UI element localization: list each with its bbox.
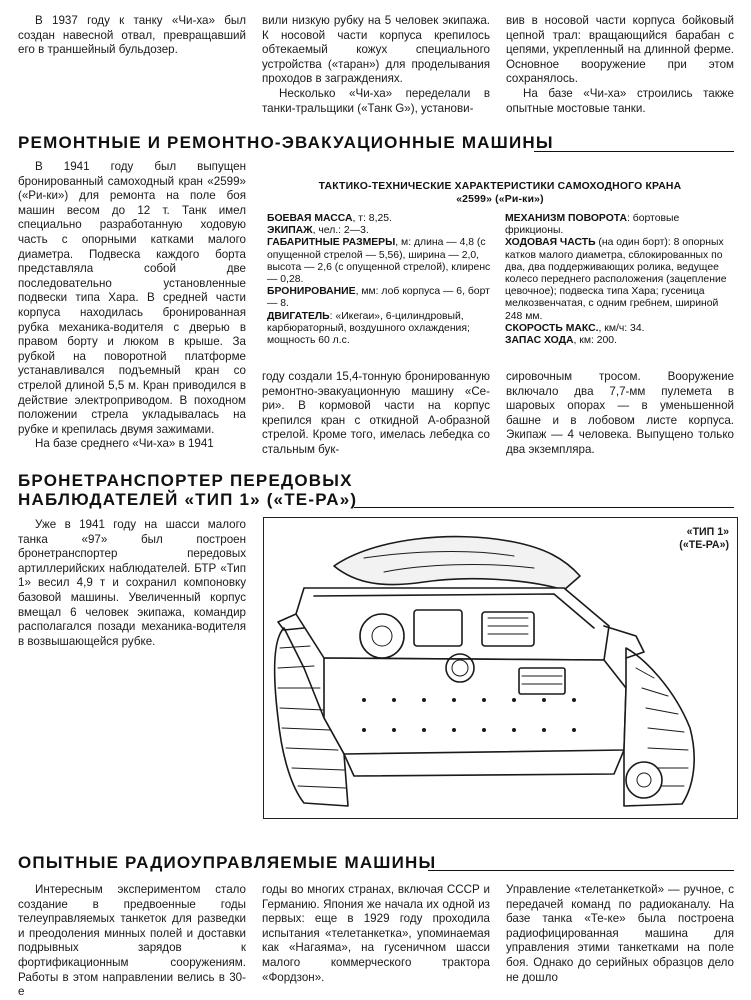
heading-line: НАБЛЮДАТЕЛЕЙ «ТИП 1» («ТЕ-РА») bbox=[18, 490, 358, 509]
spec-title bbox=[267, 181, 733, 206]
figure-caption-line: «ТИП 1» bbox=[686, 526, 729, 538]
top-column-3 bbox=[506, 14, 734, 116]
spec-value: : бортовые фрикционы. bbox=[505, 213, 680, 237]
radio-column-2 bbox=[262, 883, 490, 985]
paragraph: Несколько «Чи-ха» переделали в танки-тральщики («Танк G»), установи- bbox=[262, 86, 490, 115]
spec-title-line: «2599» («Ри-ки») bbox=[456, 193, 544, 205]
radio-column-3 bbox=[506, 883, 734, 985]
spec-item bbox=[505, 237, 733, 322]
spec-item bbox=[505, 335, 733, 347]
spec-value: (на один борт): 8 опорных катков малого диаметра, сблокированных по два, два поддерживающих ролика, ведущее колесо переднего расположения (зацепление цевочное); подвеска типа Хара; гусеница мелкозвенчатая, с одним гребнем, шириной 248 мм. bbox=[505, 237, 727, 322]
spec-label: СКОРОСТЬ МАКС. bbox=[505, 322, 599, 334]
spec-item bbox=[267, 311, 495, 348]
paragraph: В 1941 году был выпущен бронированный самоходный кран «2599» («Ри-ки») для ремонта на поле боя машин весом до 12 т. Танк имел специально разработанную ходовую часть с опорными катками малого диаметра. Подвеска каждого борта представляла собой две последовательно установленные подвески типа Хара. В средней части корпуса находилась бронированная рубка механика-водителя с дверью в правом борту и люком в крыше. За рубкой на поворотной платформе устанавливался подъемный кран со стрелой длиной 5,5 м. Кран приводился в действие электроприводом. В походном положении стрела укладывалась на рубке и крепилась двумя зажимами. bbox=[18, 160, 246, 436]
vehicle-illustration bbox=[263, 517, 738, 819]
spec-value: , км/ч: 34. bbox=[598, 322, 645, 334]
spec-item bbox=[505, 323, 733, 335]
radio-column-1 bbox=[18, 883, 246, 1000]
spec-item bbox=[267, 213, 495, 225]
spec-value: , мм: лоб корпуса — 6, борт — 8. bbox=[267, 286, 490, 310]
paragraph: Уже в 1941 году на шасси малого танка «97» был построен бронетранспортер передовых артиллерийских наблюдателей. БТР «Тип 1» весил 4,9 т и сохранил компоновку базовой машины. Увеличенный корпус вмещал 6 человек экипажа, командир располагался позади механика-водителя в возвышающейся рубке. bbox=[18, 518, 246, 648]
spec-label: БРОНИРОВАНИЕ bbox=[267, 286, 356, 298]
spec-item bbox=[267, 225, 495, 237]
spec-label: ГАБАРИТНЫЕ РАЗМЕРЫ bbox=[267, 237, 396, 249]
repair-column-3 bbox=[506, 370, 734, 458]
heading-rule bbox=[534, 151, 734, 152]
figure-caption bbox=[679, 526, 729, 552]
paragraph: Интересным экспериментом стало создание в предвоенные годы телеуправляемых танкеток для разведки и преодоления минных полей и доставки подрывных зарядов к фортификационным сооружениям. Работы в этом направлении велись в 30-е bbox=[18, 883, 246, 999]
spec-label: ХОДОВАЯ ЧАСТЬ bbox=[505, 237, 596, 249]
repair-column-2 bbox=[262, 370, 490, 458]
section-heading-carrier bbox=[18, 471, 357, 509]
spec-left-column bbox=[267, 213, 495, 347]
heading-line: БРОНЕТРАНСПОРТЕР ПЕРЕДОВЫХ bbox=[18, 471, 353, 490]
paragraph: году создали 15,4-тонную бронированную ремонтно-эвакуационную машину «Се-ри». В кормовой части на корпус крепился кран с откидной А-образной стрелой. Кроме того, имелась лебедка со стальным бук- bbox=[262, 370, 490, 456]
spec-item bbox=[267, 237, 495, 286]
paragraph: вив в носовой части корпуса бойковый цепной трал: вращающийся барабан с цепями, укрепленный на длинной ферме. Основное вооружение при этом сохранялось. bbox=[506, 14, 734, 86]
spec-item bbox=[267, 286, 495, 310]
spec-box bbox=[267, 181, 733, 351]
section-heading-repair: РЕМОНТНЫЕ И РЕМОНТНО-ЭВАКУАЦИОННЫЕ МАШИНЫ bbox=[18, 133, 554, 152]
carrier-column-1 bbox=[18, 518, 246, 649]
repair-column-1 bbox=[18, 160, 246, 452]
spec-value: : «Икегаи», 6-цилиндровый, карбюраторный, воздушного охлаждения; мощность 60 л.с. bbox=[267, 310, 470, 347]
paragraph: На базе «Чи-ха» строились также опытные мостовые танки. bbox=[506, 86, 734, 115]
figure-caption-line: («ТЕ-РА») bbox=[679, 539, 729, 551]
heading-rule bbox=[428, 870, 734, 871]
top-column-1 bbox=[18, 14, 246, 58]
spec-title-line: ТАКТИКО-ТЕХНИЧЕСКИЕ ХАРАКТЕРИСТИКИ САМОХОДНОГО КРАНА bbox=[318, 181, 682, 192]
spec-label: ЭКИПАЖ bbox=[267, 225, 313, 237]
spec-label: ДВИГАТЕЛЬ bbox=[267, 310, 330, 322]
spec-value: , т: 8,25. bbox=[352, 213, 392, 224]
spec-item bbox=[505, 213, 733, 237]
spec-right-column bbox=[505, 213, 733, 347]
paragraph: Управление «телетанкеткой» — ручное, с передачей команд по радиоканалу. На базе танка «Те-ке» была построена радиофицированная машина для управления этими танкетками на поле боя. Однако до серийных образцов дело не дошло bbox=[506, 883, 734, 984]
top-column-2 bbox=[262, 14, 490, 116]
paragraph: В 1937 году к танку «Чи-ха» был создан навесной отвал, превращавший его в траншейный бульдозер. bbox=[18, 14, 246, 57]
section-heading-radio: ОПЫТНЫЕ РАДИОУПРАВЛЯЕМЫЕ МАШИНЫ bbox=[18, 853, 437, 872]
spec-value: , чел.: 2—3. bbox=[312, 225, 369, 237]
spec-value: , м: длина — 4,8 (с опущенной стрелой — 5,56), ширина — 2,0, высота — 2,6 (с опущенной стрелой), клиренс — 0,28. bbox=[267, 237, 491, 286]
heading-rule bbox=[354, 507, 734, 508]
paragraph: вили низкую рубку на 5 человек экипажа. К носовой части корпуса крепилось обтекаемый кожух специального устройства («таран») для проделывания проходов в заграждениях. bbox=[262, 14, 490, 86]
spec-label: БОЕВАЯ МАССА bbox=[267, 213, 353, 224]
spec-value: , км: 200. bbox=[573, 335, 617, 347]
paragraph: На базе среднего «Чи-ха» в 1941 bbox=[35, 437, 214, 451]
spec-label: ЗАПАС ХОДА bbox=[505, 335, 574, 347]
armored-carrier-drawing bbox=[264, 518, 737, 818]
paragraph: годы во многих странах, включая СССР и Германию. Япония же начала их одной из первых: еще в 1929 году проходила испытания «телетанкетка», упоминаемая как «Нагаяма», на гусеничном шасси малого коммерческого трактора «Фордзон». bbox=[262, 883, 490, 984]
paragraph: сировочным тросом. Вооружение включало два 7,7-мм пулемета в шаровых опорах — в уменьшенной башне и в лобовом листе корпуса. Экипаж — 4 человека. Выпущено только два экземпляра. bbox=[506, 370, 734, 456]
spec-label: МЕХАНИЗМ ПОВОРОТА bbox=[505, 213, 627, 224]
